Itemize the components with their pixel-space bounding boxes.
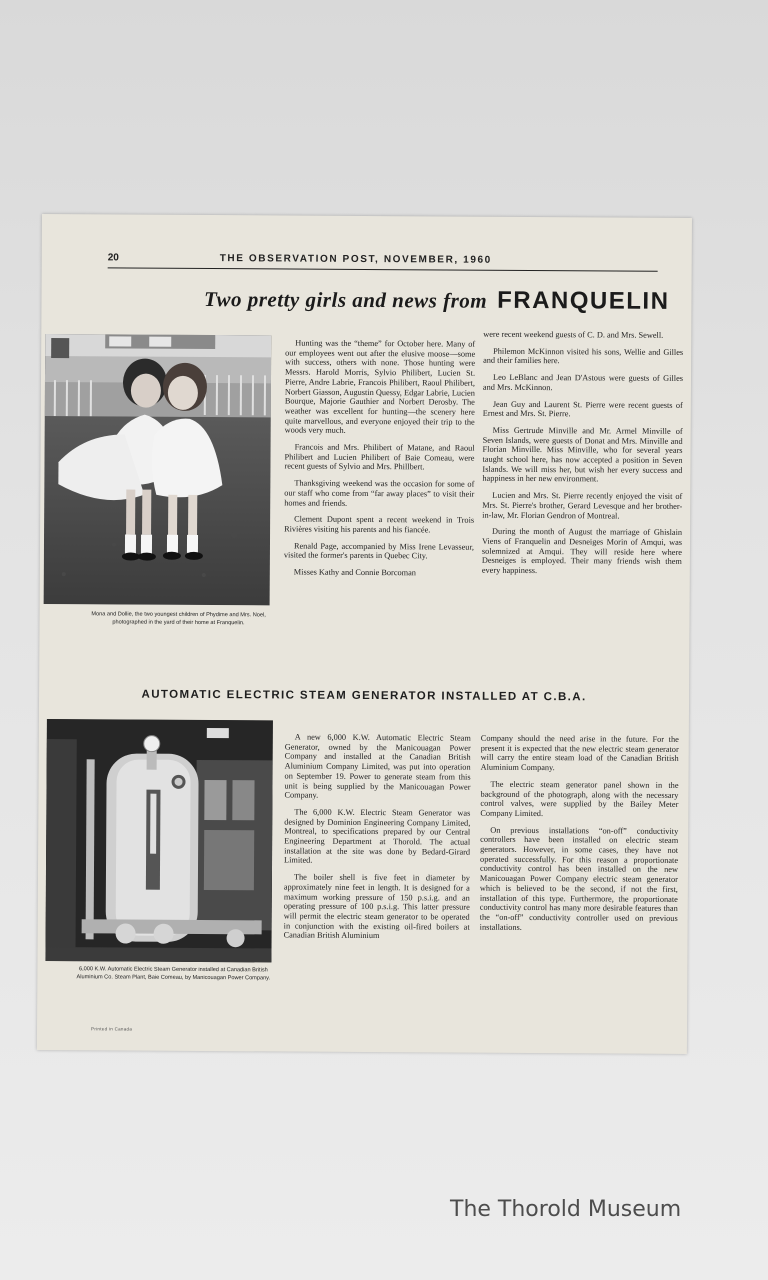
paragraph: The boiler shell is five feet in diameter by approximately nine feet in length. It is designed for a maximum working pressure of 150 p.s.i.g. and an operating pressure of 100 p.s.i.g. This latter pressure will permit the electric steam generator to be operated in conjunction with the existing oil-fired boilers at Canadian British Aluminium xyxy=(283,872,470,941)
paragraph: During the month of August the marriage of Ghislain Viens of Franquelin and Desneiges Morin of Amqui, was solemnized at Amqui. They will reside here where Desneiges is employed. Their many friends wish them every happiness. xyxy=(481,527,683,576)
publication-line: THE OBSERVATION POST, NOVEMBER, 1960 xyxy=(219,253,492,266)
girls-photo-caption: Mona and Dollie, the two youngest children of Phydime and Mrs. Noel, photographed in the yard of their home at Franquelin. xyxy=(91,611,266,627)
story-headline xyxy=(89,284,669,316)
magazine-page xyxy=(37,214,692,1054)
paragraph: Company should the need arise in the future. For the present it is expected that the new electric steam generator will carry the entire steam load of the Canadian British Aluminium Company. xyxy=(480,733,679,773)
girls-photo-image xyxy=(44,334,272,605)
paragraph: Francois and Mrs. Philibert of Matane, and Raoul Philibert and Lucien Philibert of Baie Comeau, were recent guests of Sylvio and Mrs. Phillbert. xyxy=(284,442,475,472)
paragraph: The 6,000 K.W. Electric Steam Generator was designed by Dominion Engineering Company Limited, Montreal, to specifications prepared by our Central Engineering Department at Thorold. The actual installation at the site was done by Bedard-Girard Limited. xyxy=(284,807,471,866)
headline-italic: Two pretty girls and news from xyxy=(203,286,488,313)
paragraph: Clement Dupont spent a recent weekend in Trois Rivières visiting his parents and his fiancée. xyxy=(284,514,475,535)
printed-note: Printed in Canada xyxy=(91,1026,133,1032)
paragraph: On previous installations “on-off” conductivity controllers have been installed on electric steam generators. However, in some cases, they have not operated successfully. For this reason a proportionate conductivity control has been installed on the new Manicouagan Power Company electric steam generator which is believed to be the second, if not the first, installation of this type. Furthermore, the proportionate conductivity control has many more desirable features than the “on-off” conductivity controller used on previous installations. xyxy=(479,825,679,932)
steam-generator-image xyxy=(45,719,272,962)
paragraph: The electric steam generator panel shown in the background of the photograph, along with the necessary control valves, were supplied by the Bailey Meter Company Limited. xyxy=(480,779,679,818)
headline-bold: FRANQUELIN xyxy=(497,286,670,315)
story2-column-2 xyxy=(480,734,679,941)
girls-photo xyxy=(44,334,272,605)
paragraph: Jean Guy and Laurent St. Pierre were recent guests of Ernest and Mrs. St. Pierre. xyxy=(482,399,683,419)
steam-generator-photo xyxy=(45,719,272,962)
paragraph: Miss Gertrude Minville and Mr. Armel Minville of Seven Islands, were guests of Donat and Mrs. Minville and Florian Minville. Miss Minville, who for several years taught school here, has now accepted a position in Seven Islands. We will miss her, but wish her every success and happiness in her new environment. xyxy=(482,425,683,484)
story1-column-2 xyxy=(482,330,684,584)
story1-column-1 xyxy=(284,338,475,585)
paragraph: were recent weekend guests of C. D. and Mrs. Sewell. xyxy=(483,329,664,340)
paragraph: A new 6,000 K.W. Automatic Electric Steam Generator, owned by the Manicouagan Power Company and installed at the Canadian British Aluminium Company Limited, was put into operation on September 19. Power to generate steam from this unit is being supplied by the Manicouagan Power Company. xyxy=(284,732,471,800)
story2-column-1 xyxy=(284,732,471,948)
paragraph: Leo LeBlanc and Jean D'Astous were guests of Gilles and Mrs. McKinnon. xyxy=(482,372,684,392)
paragraph: Lucien and Mrs. St. Pierre recently enjoyed the visit of Mrs. St. Pierre's brother, Gerard Levesque and her brother-in-law, Mr. Florian Gendron of Montreal. xyxy=(482,490,683,521)
paragraph: Thanksgiving weekend was the occasion for some of our staff who come from “far away places” to visit their homes and friends. xyxy=(284,478,475,508)
steam-generator-caption: 6,000 K.W. Automatic Electric Steam Generator installed at Canadian British Aluminium Co. Steam Plant, Baie Comeau, by Manicouagan Power Company. xyxy=(76,966,271,982)
page-number: 20 xyxy=(107,252,119,264)
paragraph: Philemon McKinnon visited his sons, Wellie and Gilles and their families here. xyxy=(483,346,684,366)
paragraph: Misses Kathy and Connie Borcoman xyxy=(293,567,416,578)
running-header xyxy=(108,249,658,271)
section-heading: AUTOMATIC ELECTRIC STEAM GENERATOR INSTALLED AT C.B.A. xyxy=(141,688,587,704)
paragraph: Hunting was the “theme” for October here. Many of our employees went out after the elusive moose—some with success, others with none. Those hunting were Messrs. Harold Morris, Sylvio Philibert, Lucien St. Pierre, Andre Labrie, Francois Philibert, Raoul Philibert, Norbert Giasson, Augustin Quessy, Edgar Labrie, Lucien Bourque, Majorie Gauthier and Norbert Derosby. The weather was excellent for hunting—the scenery here quite marvellous, and everyone enjoyed their trip to the woods very much. xyxy=(284,338,476,436)
paragraph: Renald Page, accompanied by Miss Irene Levasseur, visited the former's parents in Quebec City. xyxy=(283,541,475,561)
museum-watermark: The Thorold Museum xyxy=(450,1197,682,1222)
